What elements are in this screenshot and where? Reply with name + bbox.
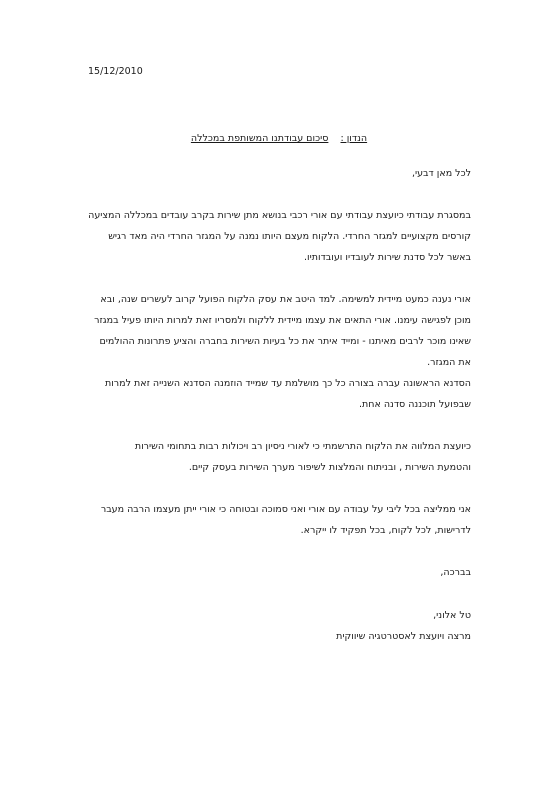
subject-prefix: הנדון : xyxy=(340,133,368,144)
paragraph-3-line: והטמעת השירות , ובניתוח והמלצות לשיפור מערך השירות בעסק קיים. xyxy=(188,462,471,473)
paragraph-2-line: שבפועל תוכננה סדנה אחת. xyxy=(358,399,471,410)
letter-date: 15/12/2010 xyxy=(88,66,143,77)
paragraph-1-line: במסגרת עבודתי כיועצת עבודתי עם אורי רכבי בנושא מתן שירות בקרב עובדים במכללה המציעה xyxy=(88,210,471,221)
paragraph-2-line: את המגזר. xyxy=(427,357,471,368)
subject-spacer xyxy=(331,133,337,144)
paragraph-4-line: אני ממליצה בכל ליבי על עבודה עם אורי ואני סמוכה ובטוחה כי אורי ייתן מעצמו הרבה מעבר xyxy=(100,504,471,515)
paragraph-1 xyxy=(86,205,471,268)
paragraph-2-line: אורי נענה כמעט מיידית למשימה. למד היטב את עסק הלקוח הפועל קרוב לעשרים שנה, ובא xyxy=(100,294,471,305)
paragraph-2 xyxy=(86,289,471,415)
paragraph-2-line: שאינו מוכר לרבים מאיתנו - ומייד איתר את כל בעיות השירות בחברה והציע פתרונות ההולמים xyxy=(99,336,471,347)
subject-title: סיכום עבודתנו המשותפת במכללה xyxy=(190,133,329,144)
paragraph-4 xyxy=(86,499,471,541)
paragraph-1-line: באשר לכל סדנת שירות לעובדיו ועובדותיו. xyxy=(304,252,471,263)
greeting: לכל מאן דבעי, xyxy=(411,168,471,179)
paragraph-3-line: כיועצת המלווה את הלקוח התרשמתי כי לאורי ניסיון רב ויכולות רבות בתחומי השירות xyxy=(134,441,471,452)
paragraph-2-line: מוכן לפגישה עימנו. אורי התאים את עצמו מיידית ללקוח ולמסריו זאת למרות היותו פעיל במגזר xyxy=(94,315,471,326)
signature-title: מרצה ויועצת לאסטרטגיה שיווקית xyxy=(336,631,471,642)
paragraph-1-line: קורסים מקצועיים למגזר החרדי. הלקוח מעצם היותו נמנה על המגזר החרדי היה מאד רגיש xyxy=(108,231,471,242)
letter-subject xyxy=(0,133,558,144)
paragraph-2-line: הסדנא הראשונה עברה בצורה כל כך מושלמת עד שמייד הוזמנה הסדנא השנייה זאת למרות xyxy=(104,378,471,389)
paragraph-3 xyxy=(86,436,471,478)
signature-name: טל אלוני, xyxy=(433,610,471,621)
closing: בברכה, xyxy=(440,567,471,578)
letter-body xyxy=(86,163,471,647)
paragraph-4-line: לדרישות, לכל לקוח, בכל תפקיד לו ייקרא. xyxy=(300,525,471,536)
